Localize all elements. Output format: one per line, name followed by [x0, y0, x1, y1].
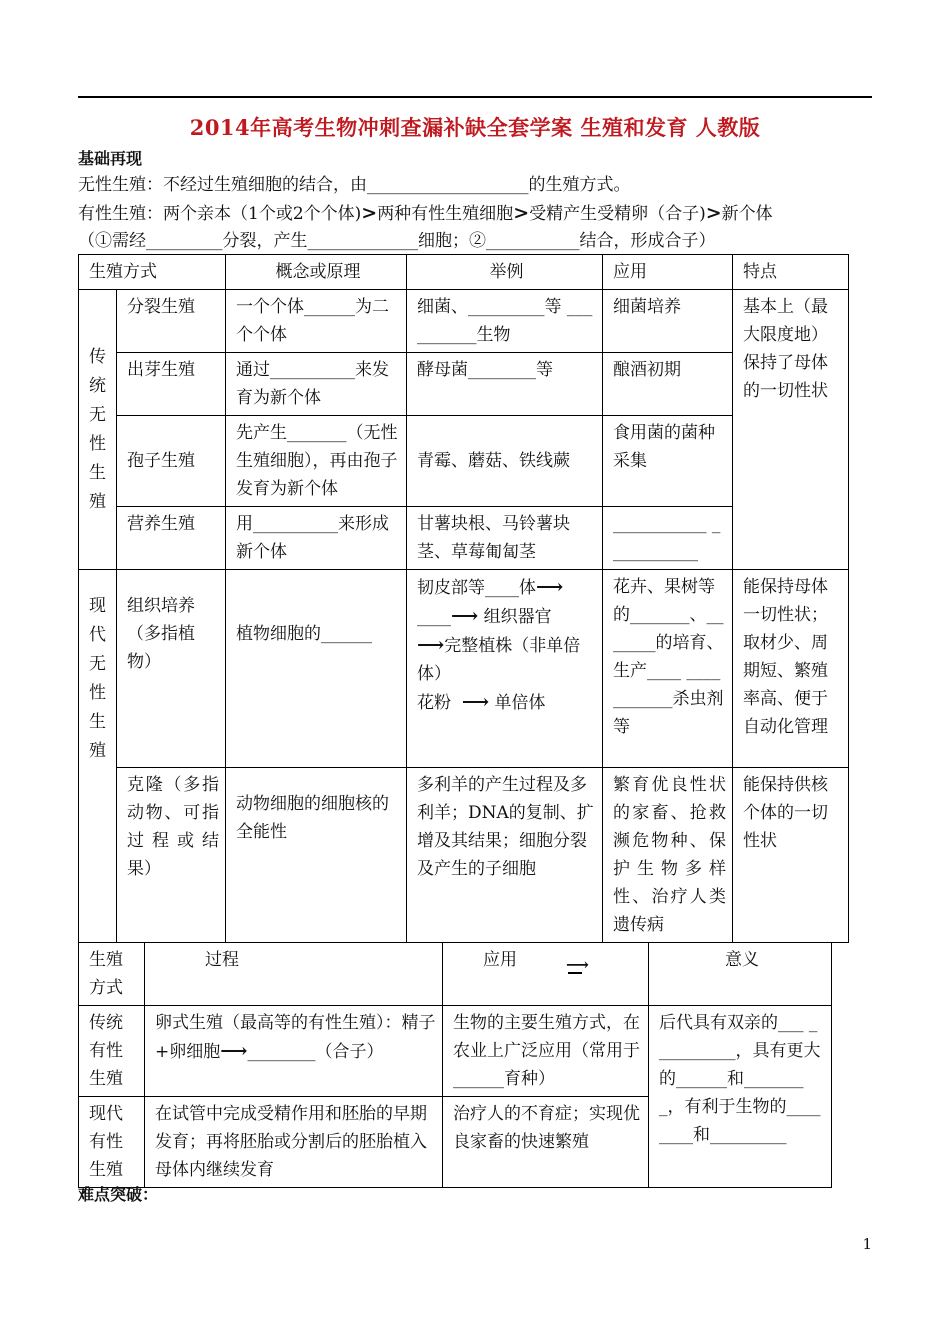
header-meaning: 意义 — [649, 943, 832, 1006]
header-trait: 特点 — [733, 255, 849, 290]
row-concept: 一个个体______为二个个体 — [226, 290, 407, 353]
row-use: ___________ ___________ — [603, 507, 733, 570]
sexual-note: （①需经_________分裂，产生_____________细胞；②___________结合，形成合子） — [78, 231, 716, 251]
sexual-part-b: 两种有性生殖细胞 — [377, 204, 514, 224]
row-type: 分裂生殖 — [117, 290, 226, 353]
arrow-icon: > — [705, 202, 722, 224]
row-use: 细菌培养 — [603, 290, 733, 353]
row-type: 克隆（多指动物、可指过程或结果） — [117, 768, 226, 943]
row-use: 食用菌的菌种采集 — [603, 416, 733, 507]
row-use: 繁育优良性状的家畜、抢救濒危物种、保护生物多样性、治疗人类遗传病 — [603, 768, 733, 943]
row-trait: 能保持母体一切性状；取材少、周期短、繁殖率高、便于自动化管理 — [733, 570, 849, 768]
header-use-label: 应用 — [483, 950, 517, 970]
row-process: 在试管中完成受精作用和胚胎的早期发育；再将胚胎或分割后的胚胎植入母体内继续发育 — [145, 1097, 443, 1188]
row-concept: 先产生_______（无性生殖细胞），再由孢子发育为新个体 — [226, 416, 407, 507]
tissue-step-3 — [417, 631, 596, 688]
row-type: 孢子生殖 — [117, 416, 226, 507]
row-use: 治疗人的不育症；实现优良家畜的快速繁殖 — [443, 1097, 649, 1188]
sexual-part-d: 新个体 — [721, 204, 773, 224]
arrow-icon: ⟶ — [461, 691, 490, 713]
row-type: 传统有性生殖 — [79, 1006, 145, 1097]
sexual-part-a: 有性生殖：两个亲本（1个或2个个体) — [78, 204, 362, 224]
header-use: 应用 — [603, 255, 733, 290]
row-use: 生物的主要生殖方式，在农业上广泛应用（常用于______育种） — [443, 1006, 649, 1097]
header-process: 过程 — [145, 943, 443, 1006]
row-process — [145, 1006, 443, 1097]
asexual-definition: 无性生殖：不经过生殖细胞的结合，由___________________的生殖方式。 — [78, 175, 631, 195]
header-mode: 生殖方式 — [79, 943, 145, 1006]
arrow-icon: > — [361, 202, 378, 224]
table-row — [79, 768, 849, 943]
row-concept: 动物细胞的细胞核的全能性 — [226, 768, 407, 943]
header-use — [443, 943, 649, 1006]
row-trait: 能保持供核个体的一切性状 — [733, 768, 849, 943]
sexual-table — [78, 942, 832, 1188]
tissue-step-4-result: 单倍体 — [494, 693, 546, 713]
table-row — [79, 1006, 832, 1097]
row-example: 甘薯块根、马铃薯块茎、草莓匍匐茎 — [407, 507, 603, 570]
row-concept: 植物细胞的______ — [226, 570, 407, 768]
header-mode: 生殖方式 — [79, 255, 226, 290]
row-example: 细菌、_________等 __________生物 — [407, 290, 603, 353]
row-type: 现代有性生殖 — [79, 1097, 145, 1188]
row-concept: 通过__________来发育为新个体 — [226, 353, 407, 416]
arrow-icon: > — [513, 202, 530, 224]
tissue-step-2-blank: ____ — [417, 607, 451, 627]
arrow-icon: ⟶ — [451, 605, 479, 627]
section-difficulty: 难点突破： — [78, 1185, 159, 1204]
arrow-icon: ⟶ — [566, 955, 589, 974]
group-traditional-asexual: 传统无性生殖 — [79, 290, 117, 570]
arrow-icon: ⟶ — [536, 576, 564, 598]
row-example: 酵母菌________等 — [407, 353, 603, 416]
table-header-row — [79, 943, 832, 1006]
asexual-table — [78, 254, 849, 943]
group-modern-asexual: 现代无性生殖 — [79, 570, 117, 943]
row-meaning: 后代具有双亲的___ __________，具有更大的______和________，有利于生物的________和_________ — [649, 1006, 832, 1188]
tissue-step-1-text: 韧皮部等____体 — [417, 578, 536, 598]
header-example: 举例 — [407, 255, 603, 290]
row-example: 青霉、蘑菇、铁线蕨 — [407, 416, 603, 507]
tissue-step-2 — [417, 602, 596, 631]
table-header-row — [79, 255, 849, 290]
header-concept: 概念或原理 — [226, 255, 407, 290]
page-number: 1 — [862, 1235, 872, 1253]
row-use: 花卉、果树等的_______、_______的培育、生产____ ___________杀虫剂等 — [603, 570, 733, 768]
sexual-definition — [78, 200, 878, 227]
row-concept: 用__________来形成新个体 — [226, 507, 407, 570]
tissue-step-2-text: 组织器官 — [483, 607, 552, 627]
row-type: 出芽生殖 — [117, 353, 226, 416]
tissue-step-4-text: 花粉 — [417, 693, 451, 713]
tissue-step-3-text: 完整植株（非单倍体） — [417, 636, 581, 684]
arrow-icon: ⟶ — [417, 634, 445, 656]
traditional-trait: 基本上（最大限度地）保持了母体的一切性状 — [733, 290, 849, 570]
process-text: 卵式生殖（最高等的有性生殖）：精子+卵细胞 — [155, 1013, 436, 1062]
row-type: 营养生殖 — [117, 507, 226, 570]
arrow-icon: ⟶ — [220, 1040, 248, 1062]
row-use: 酿酒初期 — [603, 353, 733, 416]
tissue-step-1 — [417, 573, 596, 602]
tissue-step-4 — [417, 688, 596, 717]
page-title: 2014年高考生物冲刺查漏补缺全套学案 生殖和发育 人教版 — [189, 115, 761, 140]
header-rule — [78, 96, 872, 98]
row-type: 组织培养（多指植物） — [117, 570, 226, 768]
row-example — [407, 570, 603, 768]
table-row — [79, 570, 849, 768]
sexual-part-c: 受精产生受精卵（合子) — [529, 204, 706, 224]
process-result: ________（合子） — [247, 1042, 384, 1062]
table-row — [79, 290, 849, 353]
row-example: 多利羊的产生过程及多利羊；DNA的复制、扩增及其结果；细胞分裂及产生的子细胞 — [407, 768, 603, 943]
section-basic: 基础再现 — [78, 149, 143, 168]
